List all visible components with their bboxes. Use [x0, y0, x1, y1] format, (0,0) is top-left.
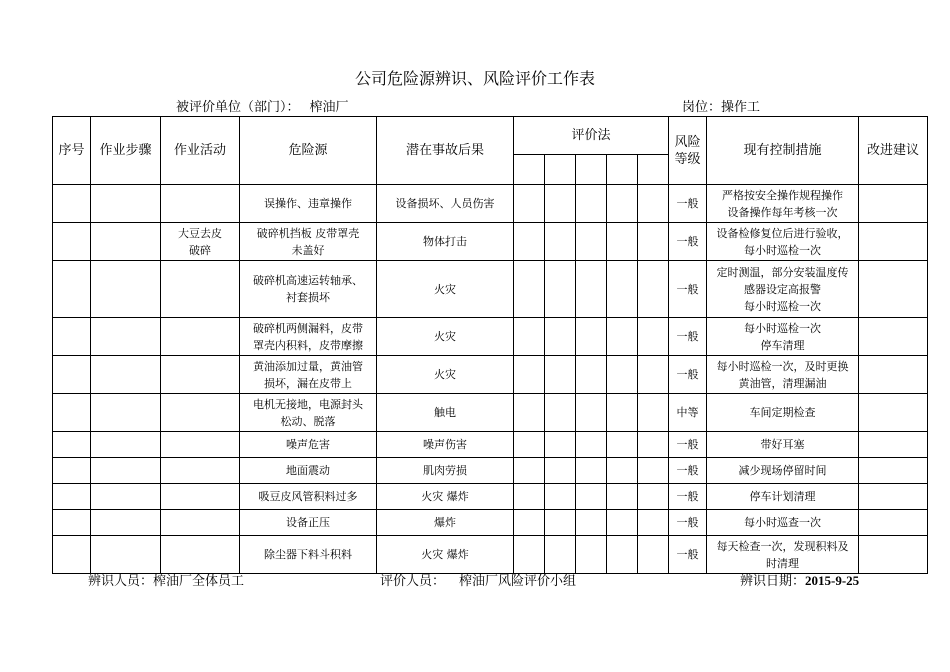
method-cell: [545, 318, 576, 356]
control-cell: 停车计划清理: [707, 484, 859, 510]
step-cell: [91, 185, 161, 223]
method-cell: [514, 432, 545, 458]
hazard-cell: 破碎机两侧漏料，皮带 罩壳内积料，皮带摩擦: [240, 318, 377, 356]
method-cell: [576, 536, 607, 574]
suggestion-cell: [859, 318, 928, 356]
header-controls: 现有控制措施: [707, 117, 859, 185]
hazard-cell: 噪声危害: [240, 432, 377, 458]
activity-cell: [161, 536, 240, 574]
risk-level-cell: 一般: [669, 458, 707, 484]
consequence-cell: 噪声伤害: [377, 432, 514, 458]
method-cell: [514, 223, 545, 261]
method-cell: [607, 458, 638, 484]
table-row: [53, 510, 928, 536]
control-cell: 减少现场停留时间: [707, 458, 859, 484]
control-cell: 每小时巡检一次，及时更换 黄油管，清理漏油: [707, 356, 859, 394]
consequence-cell: 火灾: [377, 318, 514, 356]
seq-cell: [53, 261, 91, 318]
method-cell: [638, 261, 669, 318]
method-cell: [638, 510, 669, 536]
consequence-cell: 火灾: [377, 356, 514, 394]
table-row: [53, 356, 928, 394]
method-cell: [545, 458, 576, 484]
method-cell: [514, 510, 545, 536]
activity-cell: [161, 432, 240, 458]
step-cell: [91, 510, 161, 536]
step-cell: [91, 261, 161, 318]
method-subcol: [607, 155, 638, 185]
step-cell: [91, 318, 161, 356]
hazard-cell: 黄油添加过量，黄油管 损坏，漏在皮带上: [240, 356, 377, 394]
hazard-cell: 电机无接地，电源封头 松动、脱落: [240, 394, 377, 432]
method-cell: [514, 318, 545, 356]
method-cell: [545, 432, 576, 458]
method-cell: [545, 185, 576, 223]
method-cell: [545, 223, 576, 261]
activity-cell: [161, 318, 240, 356]
hazard-cell: 破碎机挡板 皮带罩壳 未盖好: [240, 223, 377, 261]
method-cell: [576, 458, 607, 484]
method-cell: [576, 432, 607, 458]
method-cell: [607, 318, 638, 356]
evaluator-value: 榨油厂风险评价小组: [459, 574, 577, 589]
method-cell: [638, 318, 669, 356]
method-cell: [638, 484, 669, 510]
activity-cell: [161, 261, 240, 318]
method-cell: [545, 536, 576, 574]
control-cell: 每小时巡检一次 停车清理: [707, 318, 859, 356]
seq-cell: [53, 510, 91, 536]
date-info: [740, 570, 859, 589]
date-label: 辨识日期：: [740, 574, 806, 589]
consequence-cell: 火灾: [377, 261, 514, 318]
suggestion-cell: [859, 185, 928, 223]
method-subcol: [576, 155, 607, 185]
hazard-cell: 误操作、违章操作: [240, 185, 377, 223]
method-cell: [638, 356, 669, 394]
seq-cell: [53, 432, 91, 458]
document-title: 公司危险源辨识、风险评价工作表: [354, 69, 595, 88]
date-value: 2015-9-25: [805, 573, 860, 588]
method-cell: [576, 394, 607, 432]
evaluator-label: 评价人员：: [380, 574, 446, 589]
suggestion-cell: [859, 432, 928, 458]
table-body: [53, 185, 928, 574]
header-hazard: 危险源: [240, 117, 377, 185]
consequence-cell: 火灾 爆炸: [377, 536, 514, 574]
method-cell: [607, 536, 638, 574]
method-cell: [545, 261, 576, 318]
method-cell: [607, 394, 638, 432]
table-row: [53, 185, 928, 223]
suggestion-cell: [859, 223, 928, 261]
risk-level-cell: 一般: [669, 484, 707, 510]
activity-cell: [161, 185, 240, 223]
consequence-cell: 触电: [377, 394, 514, 432]
control-cell: 每小时巡查一次: [707, 510, 859, 536]
method-cell: [545, 356, 576, 394]
method-cell: [607, 484, 638, 510]
risk-level-cell: 中等: [669, 394, 707, 432]
suggestion-cell: [859, 484, 928, 510]
risk-level-cell: 一般: [669, 432, 707, 458]
activity-cell: [161, 484, 240, 510]
control-cell: 定时测温，部分安装温度传 感器设定高报警 每小时巡检一次: [707, 261, 859, 318]
method-cell: [514, 484, 545, 510]
table-row: [53, 223, 928, 261]
consequence-cell: 设备损坏、人员伤害: [377, 185, 514, 223]
header-method: 评价法: [514, 117, 669, 155]
method-subcol: [545, 155, 576, 185]
suggestion-cell: [859, 356, 928, 394]
position-label: 岗位：: [682, 100, 722, 115]
control-cell: 每天检查一次，发现积料及 时清理: [707, 536, 859, 574]
method-cell: [514, 458, 545, 484]
unit-label: 被评价单位（部门）：: [176, 100, 300, 115]
risk-assessment-table: [52, 116, 928, 574]
method-cell: [638, 432, 669, 458]
table-row: [53, 484, 928, 510]
activity-cell: [161, 356, 240, 394]
hazard-cell: 破碎机高速运转轴承、 衬套损坏: [240, 261, 377, 318]
method-cell: [638, 394, 669, 432]
step-cell: [91, 432, 161, 458]
header-risk-level: 风险 等级: [669, 117, 707, 185]
method-cell: [545, 484, 576, 510]
method-cell: [576, 223, 607, 261]
seq-cell: [53, 185, 91, 223]
method-cell: [607, 356, 638, 394]
control-cell: 设备检修复位后进行验收， 每小时巡检一次: [707, 223, 859, 261]
suggestion-cell: [859, 261, 928, 318]
activity-cell: 大豆去皮 破碎: [161, 223, 240, 261]
table-row: [53, 458, 928, 484]
consequence-cell: 爆炸: [377, 510, 514, 536]
seq-cell: [53, 458, 91, 484]
table-row: [53, 261, 928, 318]
identifier-info: [88, 570, 244, 589]
identifier-value: 榨油厂全体员工: [153, 574, 245, 589]
control-cell: 带好耳塞: [707, 432, 859, 458]
header-activity: 作业活动: [161, 117, 240, 185]
unit-value: 榨油厂: [309, 100, 349, 115]
seq-cell: [53, 536, 91, 574]
hazard-cell: 地面震动: [240, 458, 377, 484]
suggestion-cell: [859, 510, 928, 536]
hazard-cell: 设备正压: [240, 510, 377, 536]
identifier-label: 辨识人员：: [88, 574, 154, 589]
evaluator-info: [380, 570, 576, 589]
header-step: 作业步骤: [91, 117, 161, 185]
control-cell: 严格按安全操作规程操作 设备操作每年考核一次: [707, 185, 859, 223]
risk-level-cell: 一般: [669, 356, 707, 394]
step-cell: [91, 458, 161, 484]
suggestion-cell: [859, 394, 928, 432]
seq-cell: [53, 394, 91, 432]
method-cell: [607, 432, 638, 458]
unit-info: [176, 96, 349, 115]
method-cell: [607, 510, 638, 536]
method-cell: [514, 185, 545, 223]
method-cell: [576, 484, 607, 510]
method-cell: [576, 261, 607, 318]
step-cell: [91, 356, 161, 394]
method-cell: [514, 261, 545, 318]
hazard-cell: 除尘器下料斗积料: [240, 536, 377, 574]
consequence-cell: 肌肉劳损: [377, 458, 514, 484]
method-cell: [607, 223, 638, 261]
activity-cell: [161, 394, 240, 432]
method-cell: [514, 536, 545, 574]
step-cell: [91, 223, 161, 261]
method-cell: [576, 185, 607, 223]
method-cell: [638, 458, 669, 484]
table-row: [53, 536, 928, 574]
method-cell: [514, 356, 545, 394]
method-cell: [638, 223, 669, 261]
method-cell: [638, 536, 669, 574]
header-seq: 序号: [53, 117, 91, 185]
method-subcol: [514, 155, 545, 185]
risk-level-cell: 一般: [669, 223, 707, 261]
risk-level-cell: 一般: [669, 510, 707, 536]
step-cell: [91, 484, 161, 510]
hazard-cell: 吸豆皮风管积料过多: [240, 484, 377, 510]
risk-level-cell: 一般: [669, 318, 707, 356]
header-consequence: 潜在事故后果: [377, 117, 514, 185]
position-value: 操作工: [721, 100, 761, 115]
risk-level-cell: 一般: [669, 185, 707, 223]
method-cell: [576, 318, 607, 356]
step-cell: [91, 536, 161, 574]
consequence-cell: 物体打击: [377, 223, 514, 261]
step-cell: [91, 394, 161, 432]
method-cell: [545, 394, 576, 432]
suggestion-cell: [859, 536, 928, 574]
consequence-cell: 火灾 爆炸: [377, 484, 514, 510]
method-cell: [514, 394, 545, 432]
header-suggestion: 改进建议: [859, 117, 928, 185]
method-subcol: [638, 155, 669, 185]
table-row: [53, 318, 928, 356]
method-cell: [576, 510, 607, 536]
position-info: [682, 96, 760, 115]
activity-cell: [161, 458, 240, 484]
activity-cell: [161, 510, 240, 536]
seq-cell: [53, 356, 91, 394]
method-cell: [607, 185, 638, 223]
method-cell: [607, 261, 638, 318]
risk-level-cell: 一般: [669, 261, 707, 318]
seq-cell: [53, 484, 91, 510]
seq-cell: [53, 223, 91, 261]
control-cell: 车间定期检查: [707, 394, 859, 432]
seq-cell: [53, 318, 91, 356]
risk-level-cell: 一般: [669, 536, 707, 574]
suggestion-cell: [859, 458, 928, 484]
table-row: [53, 394, 928, 432]
method-cell: [638, 185, 669, 223]
method-cell: [545, 510, 576, 536]
table-row: [53, 432, 928, 458]
method-cell: [576, 356, 607, 394]
